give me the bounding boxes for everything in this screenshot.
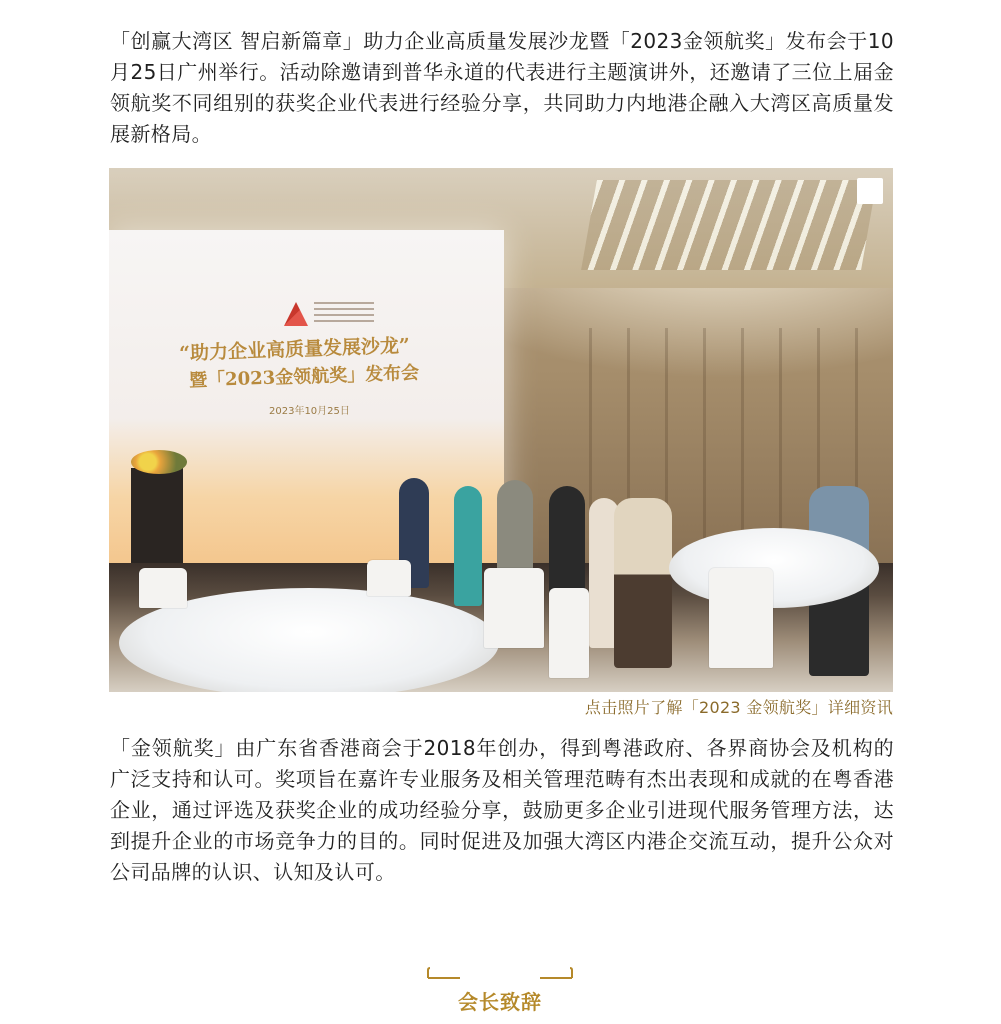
podium — [131, 468, 183, 563]
photo-caption-link[interactable]: 点击照片了解「2023 金领航奖」详细资讯 — [584, 698, 893, 717]
photo-link-icon[interactable] — [857, 178, 883, 204]
chamber-logo-text — [314, 302, 374, 322]
event-photo[interactable] — [109, 168, 893, 692]
guest-figure — [614, 498, 672, 668]
chamber-logo-icon — [284, 302, 308, 326]
screen-title-line1: “助力企业高质量发展沙龙” — [178, 334, 411, 365]
body-paragraph: 「金领航奖」由广东省香港商会于2018年创办，得到粤港政府、各界商协会及机构的广泛支持和认可。奖项旨在嘉许专业服务及相关管理范畴有杰出表现和成就的在粤香港企业，通过评选及获奖企业的成功经验分享，鼓励更多企业引进现代服务管理方法，达到提升企业的市场竞争力的目的。同时促进及加强大湾区内港企交流互动，提升公众对公司品牌的认识、认知及认可。 — [110, 736, 894, 884]
section-title: 会长致辞 — [458, 990, 542, 1014]
chair — [139, 568, 187, 608]
chair — [484, 568, 544, 648]
screen-title-line2: 暨「2023金领航奖」发布会 — [188, 362, 420, 392]
chair — [549, 588, 589, 678]
chandelier — [581, 180, 877, 270]
chair — [709, 568, 773, 668]
intro-paragraph: 「创赢大湾区 智启新篇章」助力企业高质量发展沙龙暨「2023金领航奖」发布会于10月25日广州举行。活动除邀请到普华永道的代表进行主题演讲外，还邀请了三位上届金领航奖不同组别的获奖企业代表进行经验分享，共同助力内地港企融入大湾区高质量发展新格局。 — [110, 29, 894, 146]
podium-flowers — [131, 450, 187, 474]
screen-date: 2023年10月25日 — [269, 406, 350, 417]
chair — [367, 560, 411, 596]
round-table — [669, 528, 879, 608]
section-header — [420, 966, 580, 1024]
guest-figure — [454, 486, 482, 606]
